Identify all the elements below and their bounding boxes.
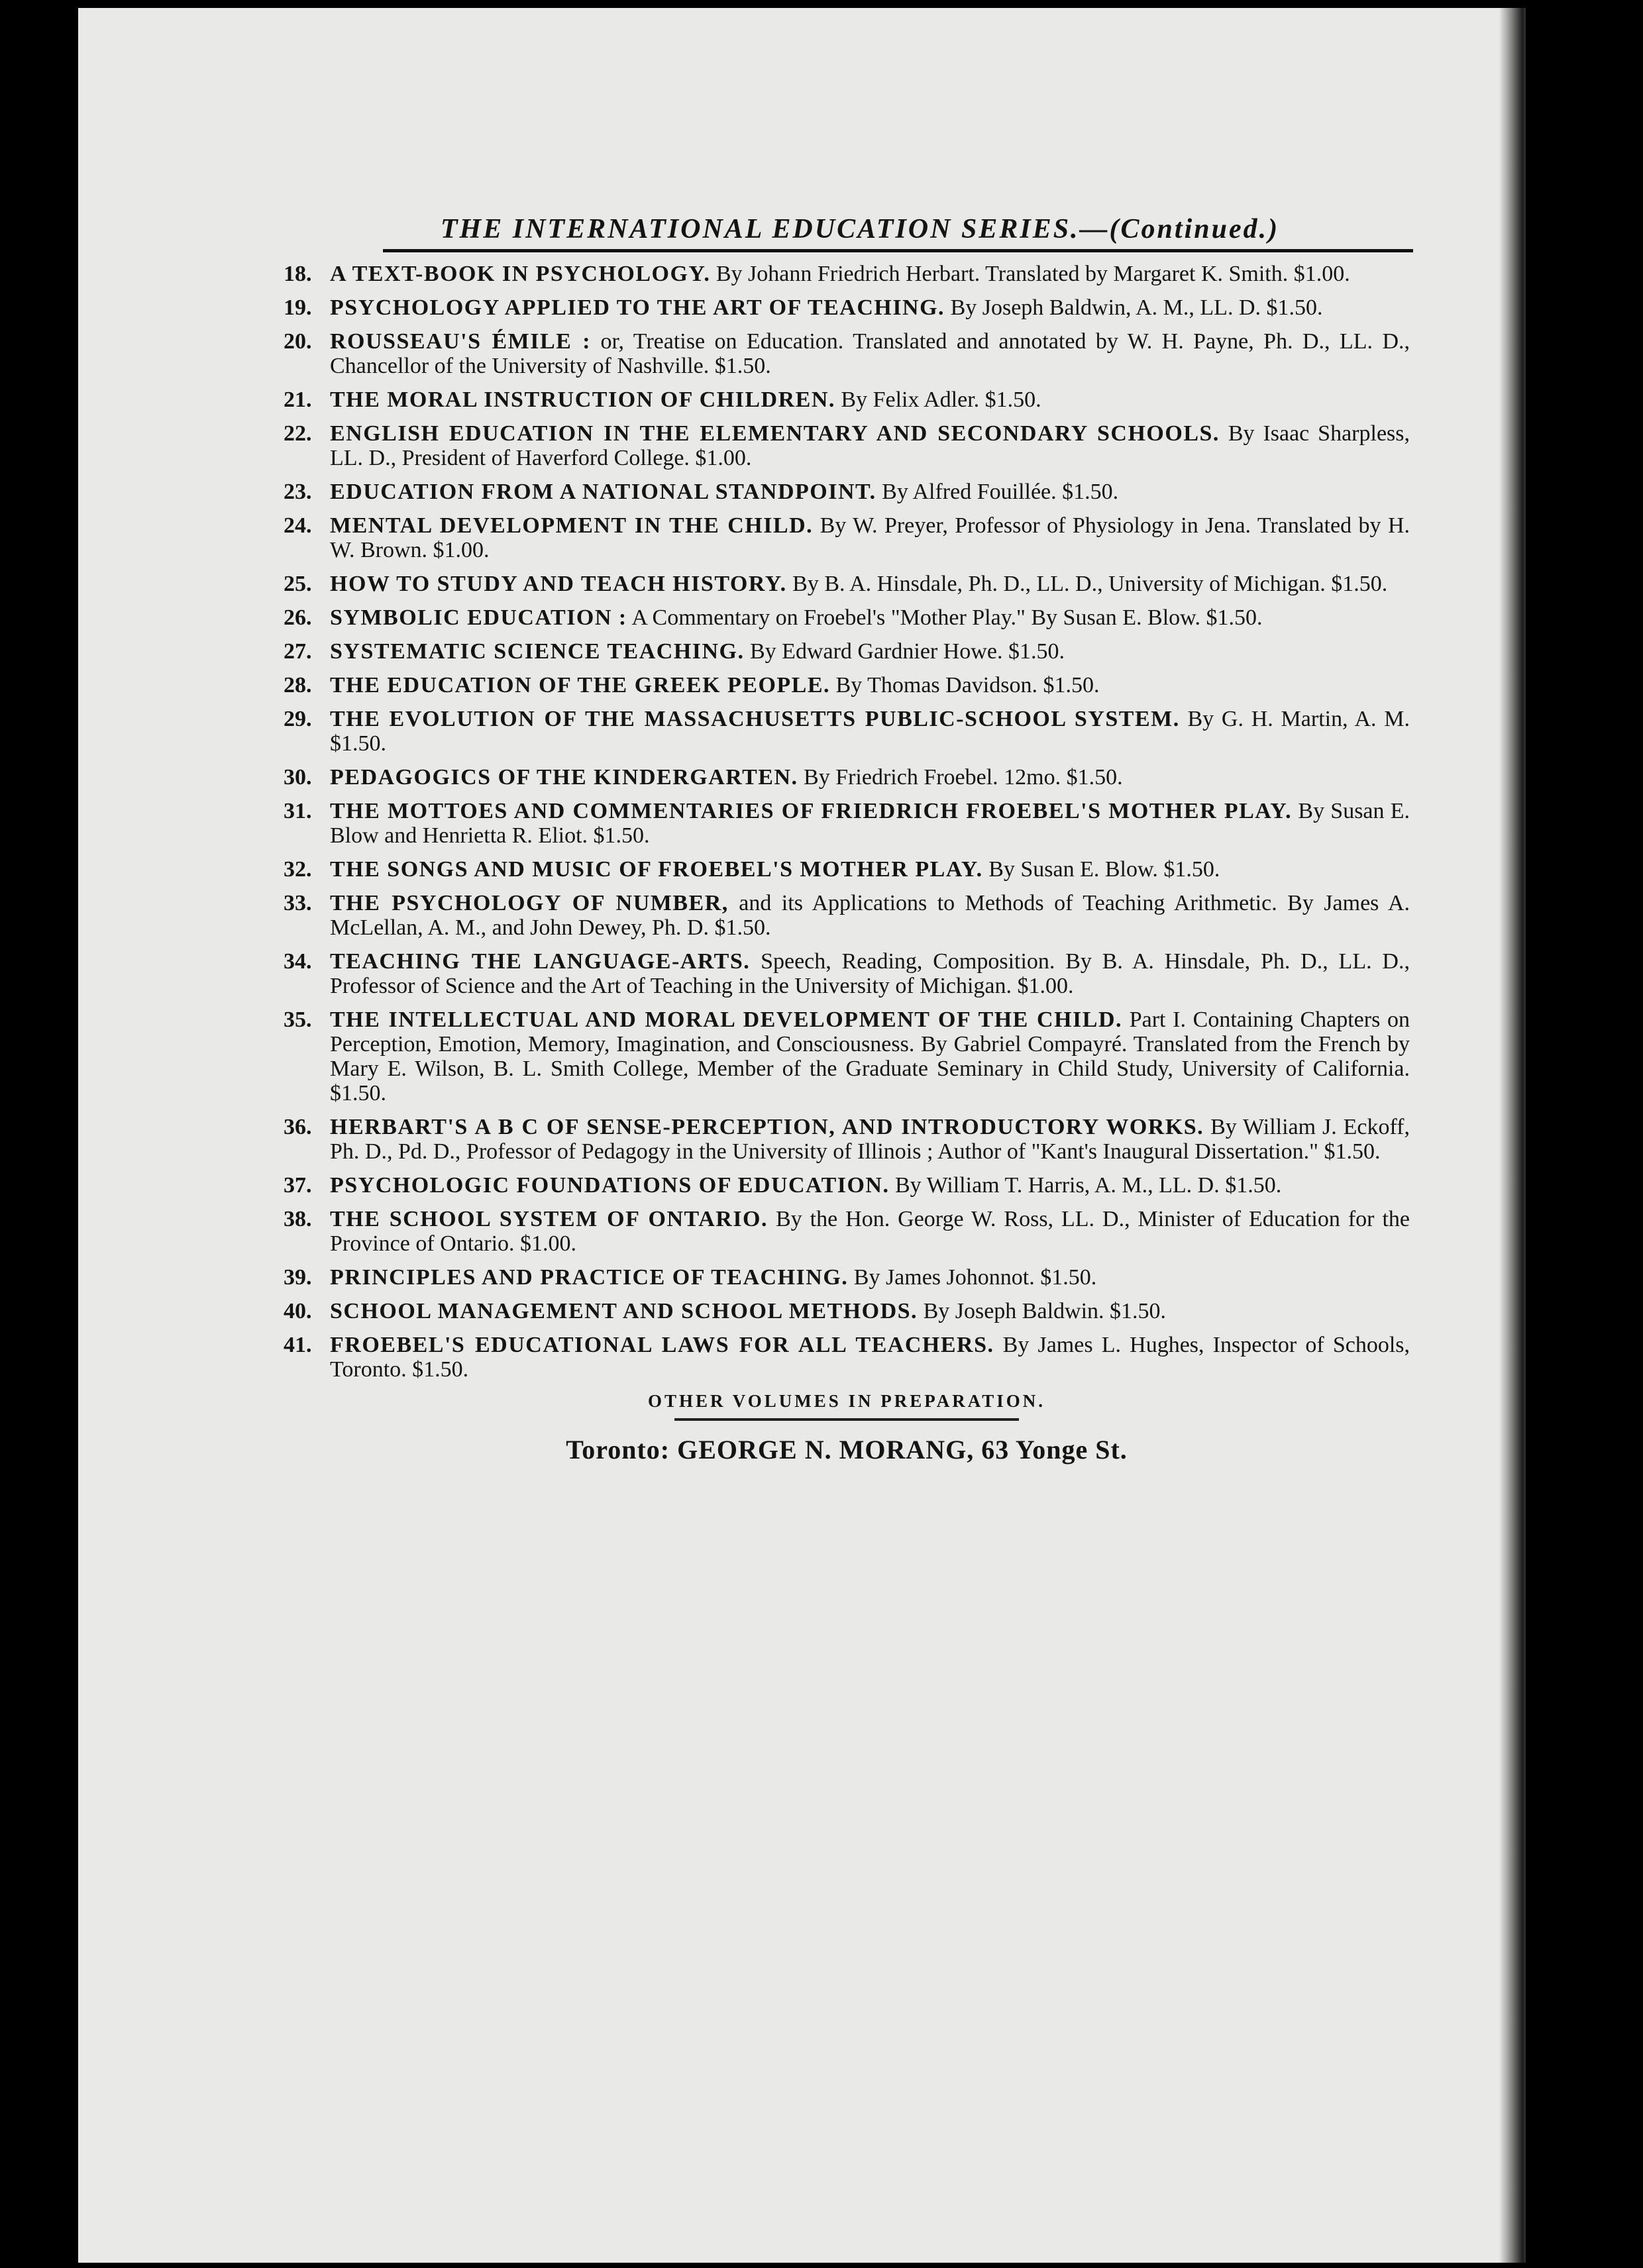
- entry-number: 24.: [284, 513, 312, 538]
- entry-description: By Johann Friedrich Herbart. Translated by Margaret K. Smith. $1.00.: [716, 262, 1350, 286]
- entry-number: 39.: [284, 1265, 312, 1290]
- entry-title: SCHOOL MANAGEMENT AND SCHOOL METHODS.: [330, 1299, 918, 1323]
- entry-number: 19.: [284, 295, 312, 320]
- entry-description: By Alfred Fouillée. $1.50.: [882, 480, 1119, 504]
- entry-description: Part I. Containing Chapters on Perception, Emotion, Memory, Imagination, and Consciousness. By Gabriel Compayré. Translated from the French by Mary E. Wilson, B. L. Smith College, Member of the Graduate Seminary in Child Study, University of California. $1.50.: [330, 1007, 1410, 1106]
- book-list: [284, 262, 1410, 1382]
- entry-description: or, Treatise on Education. Translated and annotated by W. H. Payne, Ph. D., LL. D., Chancellor of the University of Nashville. $1.50.: [330, 329, 1410, 378]
- entry-number: 41.: [284, 1333, 312, 1357]
- book-entry: [284, 421, 1410, 470]
- book-entry: [284, 1173, 1410, 1198]
- entry-description: By G. H. Martin, A. M. $1.50.: [330, 707, 1410, 756]
- book-entry: [284, 1207, 1410, 1256]
- entry-number: 31.: [284, 799, 312, 823]
- book-entry: [284, 572, 1410, 596]
- entry-description: and its Applications to Methods of Teaching Arithmetic. By James A. McLellan, A. M., and John Dewey, Ph. D. $1.50.: [330, 891, 1410, 940]
- entry-title: MENTAL DEVELOPMENT IN THE CHILD.: [330, 513, 814, 538]
- book-entry: [284, 1115, 1410, 1164]
- entry-number: 18.: [284, 262, 312, 286]
- entry-description: By William J. Eckoff, Ph. D., Pd. D., Professor of Pedagogy in the University of Illinois ; Author of "Kant's Inaugural Dissertation." $1.50.: [330, 1115, 1410, 1164]
- entry-description: By Thomas Davidson. $1.50.: [835, 673, 1100, 697]
- entry-description: By Friedrich Froebel. 12mo. $1.50.: [804, 765, 1123, 790]
- entry-description: Speech, Reading, Composition. By B. A. Hinsdale, Ph. D., LL. D., Professor of Science and the Art of Teaching in the University of Michigan. $1.00.: [330, 949, 1410, 998]
- entry-description: By James Johonnot. $1.50.: [853, 1265, 1097, 1290]
- entry-title: SYSTEMATIC SCIENCE TEACHING.: [330, 639, 745, 664]
- entry-title: THE EVOLUTION OF THE MASSACHUSETTS PUBLIC-SCHOOL SYSTEM.: [330, 707, 1180, 731]
- entry-title: THE PSYCHOLOGY OF NUMBER,: [330, 891, 729, 915]
- entry-title: HOW TO STUDY AND TEACH HISTORY.: [330, 572, 787, 596]
- entry-title: SYMBOLIC EDUCATION :: [330, 605, 627, 630]
- entry-description: By Joseph Baldwin, A. M., LL. D. $1.50.: [950, 295, 1323, 320]
- book-entry: [284, 387, 1410, 412]
- series-title: THE INTERNATIONAL EDUCATION SERIES.—(Continued.): [440, 214, 1280, 244]
- entry-description: By William T. Harris, A. M., LL. D. $1.50.: [895, 1173, 1282, 1198]
- entry-description: By Edward Gardnier Howe. $1.50.: [750, 639, 1065, 664]
- entry-number: 37.: [284, 1173, 312, 1198]
- entry-number: 20.: [284, 329, 312, 354]
- entry-number: 29.: [284, 707, 312, 731]
- footer-note: OTHER VOLUMES IN PREPARATION.: [647, 1391, 1045, 1411]
- entry-description: A Commentary on Froebel's "Mother Play." By Susan E. Blow. $1.50.: [631, 605, 1263, 630]
- entry-title: FROEBEL'S EDUCATIONAL LAWS FOR ALL TEACHERS.: [330, 1333, 994, 1357]
- book-entry: [284, 673, 1410, 697]
- footer-rule: [674, 1418, 1019, 1421]
- book-entry: [284, 605, 1410, 630]
- book-entry: [284, 1265, 1410, 1290]
- entry-title: THE MORAL INSTRUCTION OF CHILDREN.: [330, 387, 835, 412]
- book-entry: [284, 262, 1410, 286]
- entry-description: By B. A. Hinsdale, Ph. D., LL. D., University of Michigan. $1.50.: [792, 572, 1388, 596]
- entry-title: PEDAGOGICS OF THE KINDERGARTEN.: [330, 765, 798, 790]
- entry-title: PSYCHOLOGIC FOUNDATIONS OF EDUCATION.: [330, 1173, 890, 1198]
- entry-number: 21.: [284, 387, 312, 412]
- entry-number: 32.: [284, 857, 312, 882]
- entry-title: THE EDUCATION OF THE GREEK PEOPLE.: [330, 673, 831, 697]
- entry-number: 38.: [284, 1207, 312, 1231]
- entry-number: 34.: [284, 949, 312, 974]
- book-entry: [284, 295, 1410, 320]
- book-entry: [284, 480, 1410, 504]
- header-rule: [383, 249, 1413, 252]
- book-entry: [284, 1007, 1410, 1106]
- entry-description: By Susan E. Blow and Henrietta R. Eliot. $1.50.: [330, 799, 1410, 848]
- entry-title: THE MOTTOES AND COMMENTARIES OF FRIEDRICH FROEBEL'S MOTHER PLAY.: [330, 799, 1293, 823]
- entry-description: By Susan E. Blow. $1.50.: [988, 857, 1220, 882]
- entry-title: THE SONGS AND MUSIC OF FROEBEL'S MOTHER PLAY.: [330, 857, 983, 882]
- book-entry: [284, 513, 1410, 562]
- entry-description: By the Hon. George W. Ross, LL. D., Minister of Education for the Province of Ontario. $1.00.: [330, 1207, 1410, 1256]
- entry-title: PSYCHOLOGY APPLIED TO THE ART OF TEACHING.: [330, 295, 945, 320]
- page-gutter-shadow: [1499, 8, 1526, 2263]
- book-entry: [284, 799, 1410, 848]
- entry-number: 26.: [284, 605, 312, 630]
- entry-number: 36.: [284, 1115, 312, 1139]
- entry-number: 22.: [284, 421, 312, 446]
- entry-number: 28.: [284, 673, 312, 697]
- entry-title: A TEXT-BOOK IN PSYCHOLOGY.: [330, 262, 711, 286]
- entry-description: By Isaac Sharpless, LL. D., President of Haverford College. $1.00.: [330, 421, 1410, 470]
- entry-description: By Joseph Baldwin. $1.50.: [923, 1299, 1167, 1323]
- entry-title: ROUSSEAU'S ÉMILE :: [330, 329, 592, 354]
- book-entry: [284, 329, 1410, 378]
- book-entry: [284, 765, 1410, 790]
- entry-number: 27.: [284, 639, 312, 664]
- entry-number: 30.: [284, 765, 312, 790]
- book-entry: [284, 891, 1410, 940]
- book-entry: [284, 1299, 1410, 1323]
- entry-number: 40.: [284, 1299, 312, 1323]
- entry-title: EDUCATION FROM A NATIONAL STANDPOINT.: [330, 480, 876, 504]
- publisher-imprint: Toronto: GEORGE N. MORANG, 63 Yonge St.: [566, 1435, 1128, 1465]
- entry-title: ENGLISH EDUCATION IN THE ELEMENTARY AND SECONDARY SCHOOLS.: [330, 421, 1220, 446]
- entry-number: 35.: [284, 1007, 312, 1032]
- book-page: [78, 8, 1526, 2263]
- entry-number: 25.: [284, 572, 312, 596]
- book-entry: [284, 1333, 1410, 1382]
- entry-title: HERBART'S A B C OF SENSE-PERCEPTION, AND INTRODUCTORY WORKS.: [330, 1115, 1204, 1139]
- page-content: [284, 213, 1410, 1465]
- book-entry: [284, 707, 1410, 756]
- entry-description: By James L. Hughes, Inspector of Schools, Toronto. $1.50.: [330, 1333, 1410, 1382]
- entry-number: 23.: [284, 480, 312, 504]
- book-entry: [284, 639, 1410, 664]
- entry-title: PRINCIPLES AND PRACTICE OF TEACHING.: [330, 1265, 849, 1290]
- book-entry: [284, 949, 1410, 998]
- book-entry: [284, 857, 1410, 882]
- entry-description: By W. Preyer, Professor of Physiology in Jena. Translated by H. W. Brown. $1.00.: [330, 513, 1410, 562]
- entry-number: 33.: [284, 891, 312, 915]
- entry-title: TEACHING THE LANGUAGE-ARTS.: [330, 949, 751, 974]
- entry-description: By Felix Adler. $1.50.: [841, 387, 1041, 412]
- entry-title: THE INTELLECTUAL AND MORAL DEVELOPMENT OF THE CHILD.: [330, 1007, 1122, 1032]
- entry-title: THE SCHOOL SYSTEM OF ONTARIO.: [330, 1207, 768, 1231]
